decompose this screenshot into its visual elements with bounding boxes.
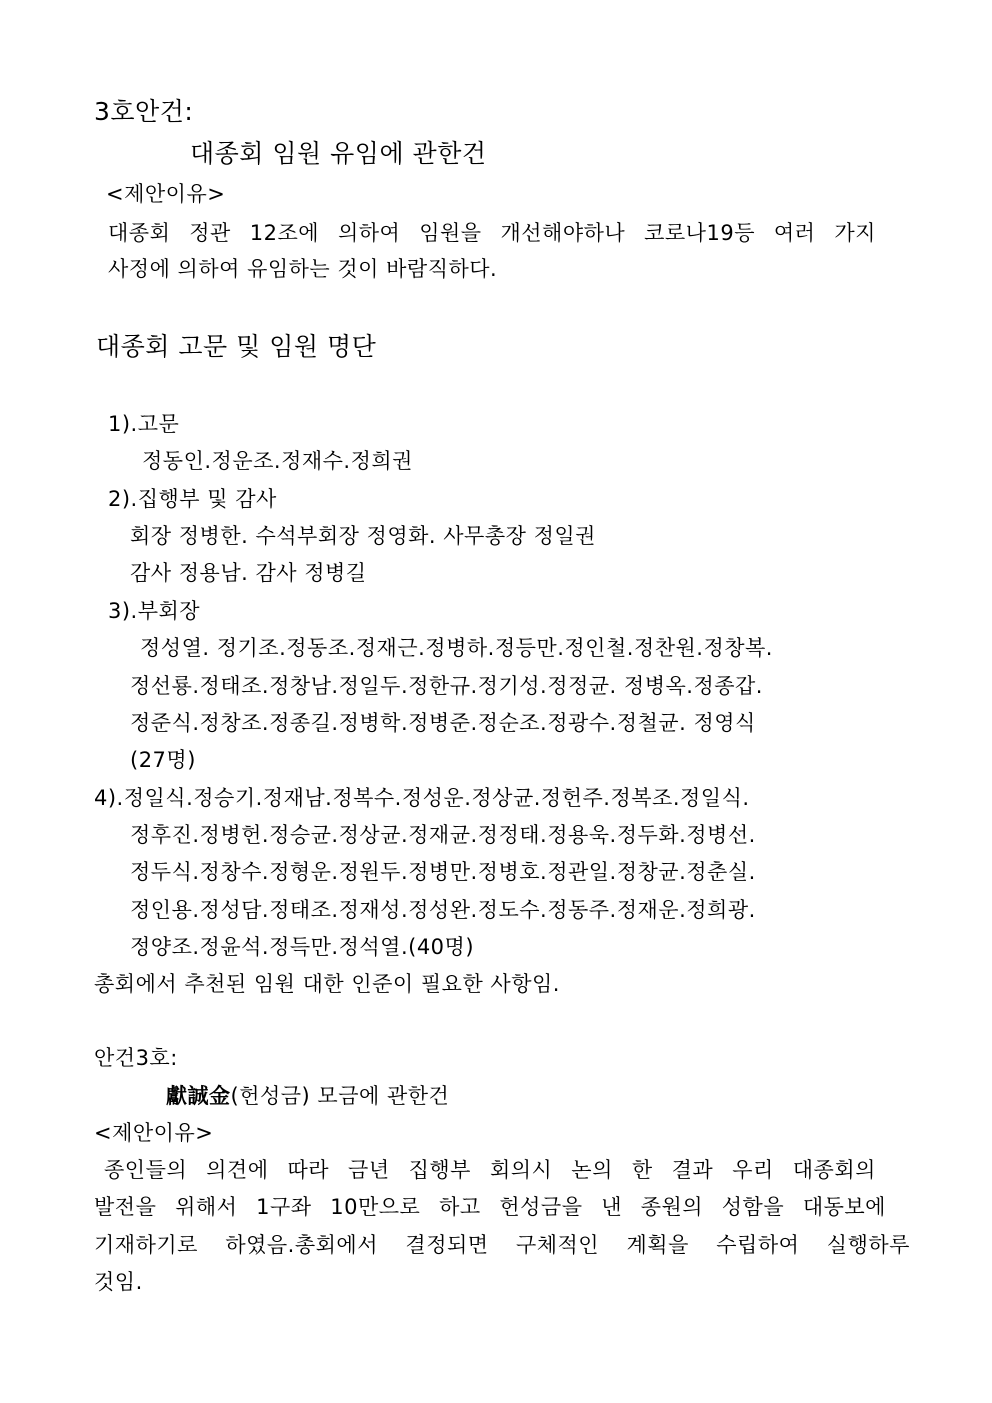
group-4-line-3: 정두식.정창수.정형운.정원두.정병만.정병호.정관일.정창균.정춘실. xyxy=(130,860,756,884)
word: 대동보에 xyxy=(802,1195,886,1219)
group-4-line-1: 4).정일식.정승기.정재남.정복수.정성운.정상균.정헌주.정복조.정일식. xyxy=(94,786,750,810)
group-4-line-2: 정후진.정병헌.정승균.정상균.정재균.정정태.정용욱.정두화.정병선. xyxy=(130,823,756,847)
word: 의견에 xyxy=(206,1158,269,1182)
word: 집행부 xyxy=(408,1158,471,1182)
vice-presidents-line-3: 정준식.정창조.정종길.정병학.정병준.정순조.정광수.정철균. 정영식 xyxy=(130,711,756,735)
word: 실행하루 xyxy=(826,1233,910,1257)
word: 한 xyxy=(631,1158,653,1182)
word: 대종회의 xyxy=(792,1158,876,1182)
vice-presidents-label: 3).부회장 xyxy=(108,599,201,623)
word: 논의 xyxy=(571,1158,613,1182)
word: 우리 xyxy=(732,1158,774,1182)
agenda-b-reason-line-1 xyxy=(104,1160,876,1181)
word: 종인들의 xyxy=(104,1158,188,1182)
word: 코로나19등 xyxy=(644,221,755,245)
word: 개선해야하나 xyxy=(500,221,626,245)
word: 헌성금을 xyxy=(499,1195,583,1219)
agenda-a-reason-label: <제안이유> xyxy=(106,182,226,206)
word: 구체적인 xyxy=(515,1233,600,1257)
word: 따라 xyxy=(287,1158,330,1182)
agenda-b-reason-label: <제안이유> xyxy=(94,1121,214,1145)
word: 임원을 xyxy=(419,221,482,245)
word: 성함을 xyxy=(721,1195,785,1219)
word: 계획을 xyxy=(626,1233,689,1257)
word: 기재하기로 xyxy=(94,1233,198,1257)
word: 가지 xyxy=(834,221,876,245)
executive-label: 2).집행부 및 감사 xyxy=(108,487,277,511)
advisors-names: 정동인.정운조.정재수.정희권 xyxy=(142,449,413,473)
word: 금년 xyxy=(348,1158,390,1182)
agenda-b-title xyxy=(166,1085,449,1107)
agenda-a-title: 대종회 임원 유임에 관한건 xyxy=(190,139,487,168)
agenda-b-reason-line-4: 것임. xyxy=(94,1270,143,1294)
word: 하고 xyxy=(439,1195,481,1219)
roster-title: 대종회 고문 및 임원 명단 xyxy=(96,332,377,361)
word: 위해서 xyxy=(175,1195,238,1219)
vice-presidents-line-1: 정성열. 정기조.정동조.정재근.정병하.정등만.정인철.정찬원.정창복. xyxy=(140,636,773,660)
word: 하였음.총회에서 xyxy=(225,1233,379,1257)
word: 10만으로 xyxy=(330,1195,421,1219)
agenda-a-reason-line-2: 사정에 의하여 유임하는 것이 바람직하다. xyxy=(108,257,498,281)
executive-line-2: 감사 정용남. 감사 정병길 xyxy=(130,561,367,585)
word: 12조에 xyxy=(249,221,320,245)
executive-line-1: 회장 정병한. 수석부회장 정영화. 사무총장 정일권 xyxy=(130,524,596,548)
word: 정관 xyxy=(189,221,231,245)
agenda-a-reason-line-1 xyxy=(108,223,876,244)
word: 1구좌 xyxy=(256,1195,312,1219)
word: 결정되면 xyxy=(405,1233,489,1257)
agenda-a-heading: 3호안건: xyxy=(94,97,194,126)
advisors-label: 1).고문 xyxy=(108,412,180,436)
word: 종원의 xyxy=(640,1195,704,1219)
group-4-line-4: 정인용.정성담.정태조.정재성.정성완.정도수.정동주.정재운.정희광. xyxy=(130,898,756,922)
agenda-b-title-rest: (헌성금) 모금에 관한건 xyxy=(230,1084,450,1108)
agenda-b-reason-line-2 xyxy=(94,1197,886,1218)
roster-closing: 총회에서 추천된 임원 대한 인준이 필요한 사항임. xyxy=(94,972,560,996)
vice-presidents-line-2: 정선룡.정태조.정창남.정일두.정한규.정기성.정정균. 정병옥.정종갑. xyxy=(130,674,763,698)
word: 수립하여 xyxy=(716,1233,800,1257)
word: 대종회 xyxy=(108,221,171,245)
agenda-b-heading: 안건3호: xyxy=(94,1046,178,1070)
agenda-b-title-hanja: 獻誠金 xyxy=(166,1083,231,1108)
group-4-line-5: 정양조.정윤석.정득만.정석열.(40명) xyxy=(130,935,475,959)
word: 여러 xyxy=(773,221,816,245)
word: 낸 xyxy=(601,1195,622,1219)
agenda-b-reason-line-3 xyxy=(94,1235,910,1256)
word: 의하여 xyxy=(337,221,401,245)
word: 발전을 xyxy=(94,1195,157,1219)
vice-presidents-count: (27명) xyxy=(130,748,196,772)
word: 회의시 xyxy=(489,1158,553,1182)
word: 결과 xyxy=(671,1158,714,1182)
